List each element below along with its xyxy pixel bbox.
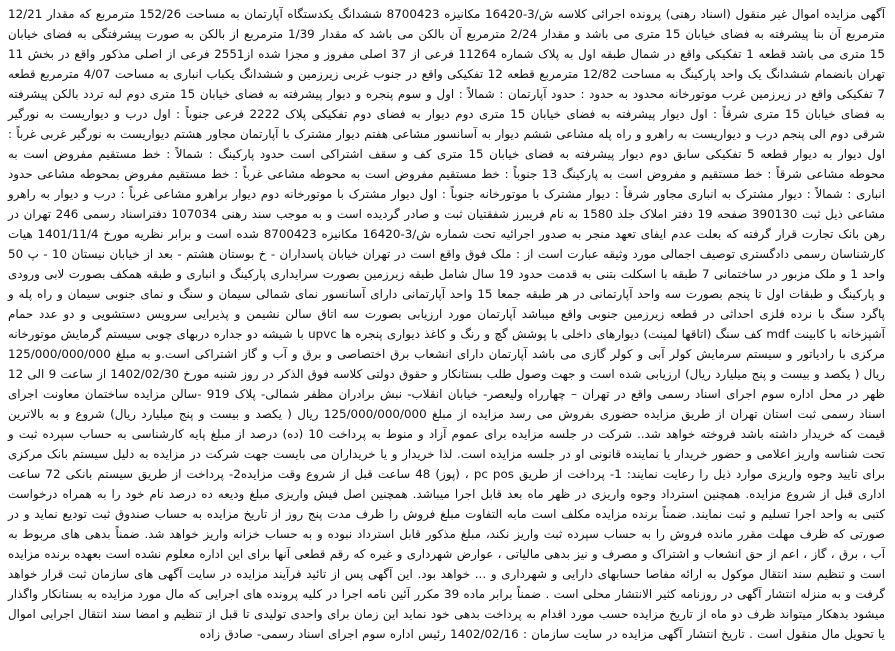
auction-notice-text: آگهی مزایده اموال غیر منقول (اسناد رهنی) پرونده اجرائی کلاسه ش/3-16420 مکانیزه 8700423 ششدانگ یکدستگاه آپارتمان به مساحت 152/26 مترمربع که مقدار 12/21 مترمربع آن بنا پیشرفته به فضای خیابان 15 متری می باشد و مقدار 2/24 مترمربع آن بالکن می باشد که مقدار 1/39 مترمربع از بالکن به صورت پیشرفتگی به فضای خیابان 15 متری می باشد قطعه 1 تفکیکی واقع در شمال طبقه اول به پلاک شماره 11264 فرعی از 37 اصلی مفروز و مجزا شده از2551 فرعی از اصلی مذکور واقع در بخش 11 تهران بانضمام ششدانگ یک واحد پارکینگ به مساحت 12/82 مترمربع قطعه 12 تفکیکی واقع در جنوب غربی زیرزمین و ششدانگ یکباب انباری به مساحت 4/07 مترمربع قطعه 7 تفکیکی واقع در زیرزمین غرب موتورخانه محدود به حدود : حدود آپارتمان : شمالاً : اول و سوم پنجره و دیوار پیشرفته به فضای خیابان 15 متری دوم لبه تردد بالکن پیشرفته به فضای خیابان 15 متری شرقاً : اول دیوار پیشرفته به فضای خیابان 15 متری دوم دیوار به فضای دوم تفکیکی پلاک 2222 فرعی جنوباً : اول درب و دیواریست به نورگیر شرقی دوم الی پنجم درب و دیواریست به راهرو و راه پله مشاعی ششم دیوار به آسانسور مشاعی هفتم دیوار مشترک با آپارتمان مجاور هشتم دیواریست به نورگیر غربی غرباً : اول دیوار به دیوار قطعه 5 تفکیکی سابق دوم دیوار پیشرفته به فضای خیابان 15 متری کف و سقف اشتراکی است حدود پارکینگ : شمالاً : خط مستقیم مفروض است به محوطه مشاعی شرقاً : خط مستقیم و مفروض است به پارکینگ 13 جنوباً : خط مستقیم مفروض است به محوطه مشاعی غرباً : خط مستقیم مفروض بمحوطه مشاعی حدود انباری : شمالاً : دیوار مشترک به انباری مجاور شرقاً : دیوار مشترک با موتورخانه جنوباً : اول دیوار مشترک با موتورخانه دوم دیوار براهرو مشاعی غرباً : درب و دیوار به راهرو مشاعی ذیل ثبت 390130 صفحه 19 دفتر املاک جلد 1580 به نام فریبرز شفقتیان ثبت و صادر گردیده است و به موجب سند رهنی 107034 دفتراسناد رسمی 246 تهران در رهن بانک تجارت قرار گرفته که بعلت عدم ایفای تعهد منجر به صدور اجرائیه تحت شماره ش/3-16420 مکانیزه 8700423 شده است و برابر نظریه مورخ 1401/11/4 هیات کارشناسان رسمی دادگستری توصیف اجمالی مورد وثیقه عبارت است از : ملک فوق واقع است در تهران خیابان پاسداران - خ بوستان هشتم - بعد از خیابان نیستان 10 - پ 50 واحد 1 و ملک مزبور در ساختمانی 7 طبقه با اسکلت بتنی به قدمت حدود 19 سال شامل طبقه زیرزمین بصورت سرایداری پارکینگ و انباری و طبقه همکف بصورت لابی ورودی و پارکینگ و طبقات اول تا پنجم بصورت سه واحد آپارتمانی در هر طبقه جمعا 15 واحد آپارتمانی دارای آسانسور نمای شمالی سیمان و سنگ و نمای جنوبی سیمان و راه پله و پاگرد سنگ با نرده فلزی احداثی در قطعه زیرزمین جنوبی واقع میباشد آپارتمان مورد ارزیابی بصورت سه اتاق سالن نشیمن و پذیرایی سرویس دستشویی و دو عدد حمام آشپزخانه با کابینت mdf کف سنگ (اتاقها لمینت) دیوارهای داخلی با پوشش گچ و رنگ و کاغذ دیواری پنجره ها upvc با شیشه دو جداره دربهای چوبی سیستم گرمایش موتورخانه مرکزی با رادیاتور و سیستم سرمایش کولر آبی و کولر گازی می باشد آپارتمان دارای انشعاب برق اختصاصی و برق و آب و گاز اشتراکی است.و به مبلغ 125/000/000/000 ریال ( یکصد و بیست و پنج میلیارد ریال) ارزیابی شده است و جهت وصول طلب بستانکار و حقوق دولتی کلاسه فوق الذکر در روز شنبه مورخ 1402/02/30 از ساعت 9 الی 12 ظهر در محل اداره سوم اجرای اسناد رسمی واقع در تهران – چهارراه ولیعصر- خیابان انقلاب- نبش برادران مظفر شمالی- پلاک 919 -سالن مزایده ساختمان معاونت اجرای اسناد رسمی ثبت استان تهران از طریق مزایده حضوری بفروش می رسد مزایده از مبلغ 125/000/000/000 ریال ( یکصد و بیست و پنج میلیارد ریال) شروع و به بالاترین قیمت که خریدار داشته باشد فروخته خواهد شد.. شرکت در جلسه مزایده برای عموم آزاد و منوط به پرداخت 10 (ده) درصد از مبلغ پایه کارشناسی به حساب سپرده ثبت و تحت شناسه واریز اعلامی و حضور خریدار یا نماینده قانونی او در جلسه مزایده است. لذا خریدار و یا خریداران می بایست جهت شرکت در مزایده به دلیل سیستم بانک مرکزی برای تایید وجوه واریزی موارد ذیل را رعایت نمایند: 1- پرداخت از طریق pc pos ، (پوز) 48 ساعت قبل از شروع وقت مزایده2- پرداخت از طریق سیستم بانکی 72 ساعت اداری قبل از شروع مزایده. همچنین استرداد وجوه واریزی در ظهر ماه بعد قابل اجرا میباشد. همچنین اصل فیش واریزی مبلغ ودیعه ده درصد نام خود را به همراه درخواست کتبی به واحد اجرا تسلیم و ثبت نمایند. ضمناً برنده مزایده مکلف است مابه التفاوت مبلغ فروش را ظرف مدت پنج روز از تاریخ مزایده به حساب صندوق ثبت تودیع نماید و در صورتی که ظرف مهلت مقرر مانده فروش را به حساب سپرده ثبت واریز نکند، مبلغ مذکور قابل استرداد نبوده و به حساب خزانه واریز خواهد شد. ضمناً بدهی های مربوط به آب ، برق ، گاز ، اعم از حق انشعاب و اشتراک و مصرف و نیز بدهی مالیاتی ، عوارض شهرداری و غیره که رقم قطعی آنها برای این اداره معلوم نشده است بعهده برنده مزایده است و تنظیم سند انتقال موکول به ارائه مفاصا حسابهای دارایی و شهرداری و ... خواهد بود. این آگهی پس از تائید فرآیند مزایده در سایت آگهی های سازمان ثبت قرار خواهد گرفت و به منزله انتشار آگهی در روزنامه کثیر الانتشار محلی است . ضمناً برابر ماده 39 مکرر آئین نامه اجرا در کلیه پرونده های اجرایی که مال مورد مزایده به بستانکار واگذار میشود بدهکار میتواند ظرف دو ماه از تاریخ مزایده حسب مورد اقدام به پرداخت بدهی خود نماید این زمان برای واحدی تولیدی تا قبل از تنظیم و امضا سند انتقال اجرایی اموال یا تحویل مال منقول است . تاریخ انتشار آگهی مزایده در سایت سازمان : 1402/02/16 رئیس اداره سوم اجرای اسناد رسمی- صادق زاده — [8, 7, 886, 642]
